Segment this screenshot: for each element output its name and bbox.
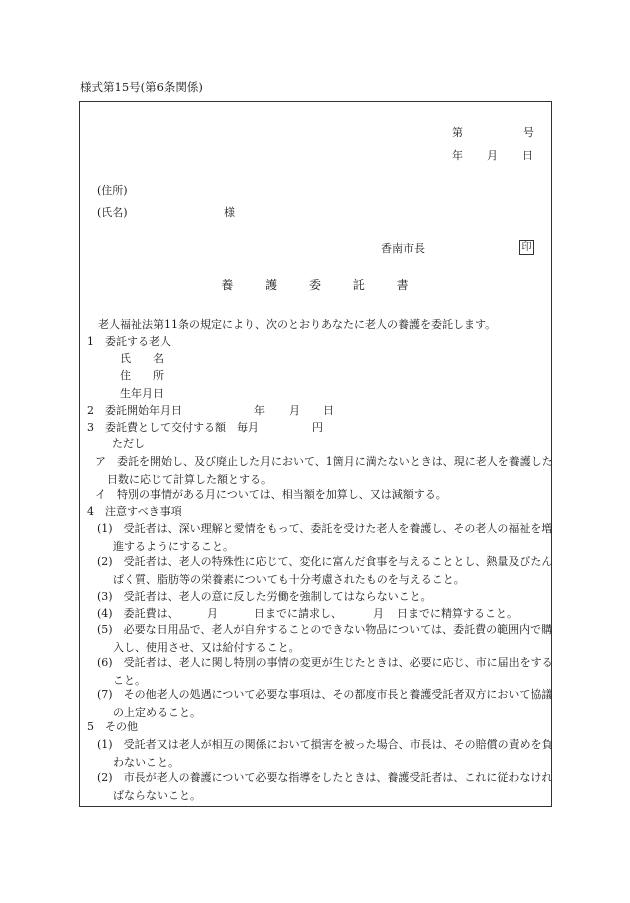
proviso-label: ただし — [112, 437, 145, 450]
notice-6: (6) 受託者は、老人に関し特別の事情の変更が生じたときは、必要に応じ、市に届出をすること。 — [97, 656, 553, 687]
notice-2: (2) 受託者は、老人の特殊性に応じて、変化に富んだ食事を与えることとし、熱量及びたんぱく質、脂肪等の栄養素についても十分考慮されたものを与えること。 — [97, 555, 553, 586]
doc-number-prefix: 第 — [452, 126, 463, 139]
start-year: 年 — [254, 404, 265, 417]
title-char: 託 — [352, 278, 365, 292]
field-name: 氏 名 — [120, 352, 164, 365]
section3-heading: 3 委託費として交付する額 毎月 — [87, 421, 259, 434]
notice-1: (1) 受託者は、深い理解と愛情をもって、委託を受けた老人を養護し、その老人の福祉を増進するようにすること。 — [97, 522, 553, 553]
section1-heading: 1 委託する老人 — [87, 335, 171, 348]
name-label: (氏名) — [97, 206, 128, 219]
start-day: 日 — [323, 404, 334, 417]
date-day: 日 — [522, 149, 533, 162]
proviso-a: ア 委託を開始し、及び廃止した月において、1箇月に満たないときは、現に老人を養護した日数に応じて計算した額とする。 — [95, 455, 553, 486]
date-month: 月 — [487, 149, 498, 162]
notice-4-e: 日までに精算すること。 — [397, 607, 518, 620]
title-char: 護 — [265, 278, 278, 292]
seal-mark: 印 — [519, 240, 534, 255]
doc-number-suffix: 号 — [523, 126, 534, 139]
notice-3: (3) 受託者は、老人の意に反した労働を強制してはならないこと。 — [97, 590, 432, 603]
section4-heading: 4 注意すべき事項 — [87, 505, 182, 518]
start-month: 月 — [289, 404, 300, 417]
notice-4-d: 月 — [373, 607, 384, 620]
section2-heading: 2 委託開始年月日 — [87, 404, 182, 417]
notice-4-c: 日までに請求し、 — [254, 607, 342, 620]
title-char: 書 — [396, 278, 409, 292]
proviso-i: イ 特別の事情がある月については、相当額を加算し、又は減額する。 — [95, 488, 447, 501]
title-char: 委 — [308, 278, 321, 292]
address-label: (住所) — [97, 184, 128, 197]
notice-7: (7) その他老人の処遇について必要な事項は、その都度市長と養護受託者双方において協議の上定めること。 — [97, 688, 553, 719]
intro-text: 老人福祉法第11条の規定により、次のとおりあなたに老人の養護を委託します。 — [98, 318, 497, 331]
notice-5: (5) 必要な日用品で、老人が自弁することのできない物品については、委託費の範囲内で購入し、使用させ、又は給付すること。 — [97, 623, 553, 654]
other-1: (1) 受託者又は老人が相互の関係において損害を被った場合、市長は、その賠償の責めを負わないこと。 — [97, 738, 553, 769]
field-dob: 生年月日 — [120, 387, 164, 400]
yen-unit: 円 — [312, 421, 323, 434]
date-year: 年 — [452, 149, 463, 162]
honorific-sama: 様 — [224, 206, 235, 219]
title-char: 養 — [221, 278, 234, 292]
other-2: (2) 市長が老人の養護について必要な指導をしたときは、養護受託者は、これに従わなければならないこと。 — [97, 771, 553, 802]
form-number-label: 様式第15号(第6条関係) — [80, 80, 203, 94]
field-address: 住 所 — [120, 369, 164, 382]
issuer-mayor: 香南市長 — [381, 242, 425, 255]
document-title — [0, 278, 630, 292]
notice-4-b: 月 — [207, 607, 218, 620]
section5-heading: 5 その他 — [87, 720, 138, 733]
notice-4-a: (4) 委託費は、 — [97, 607, 179, 620]
